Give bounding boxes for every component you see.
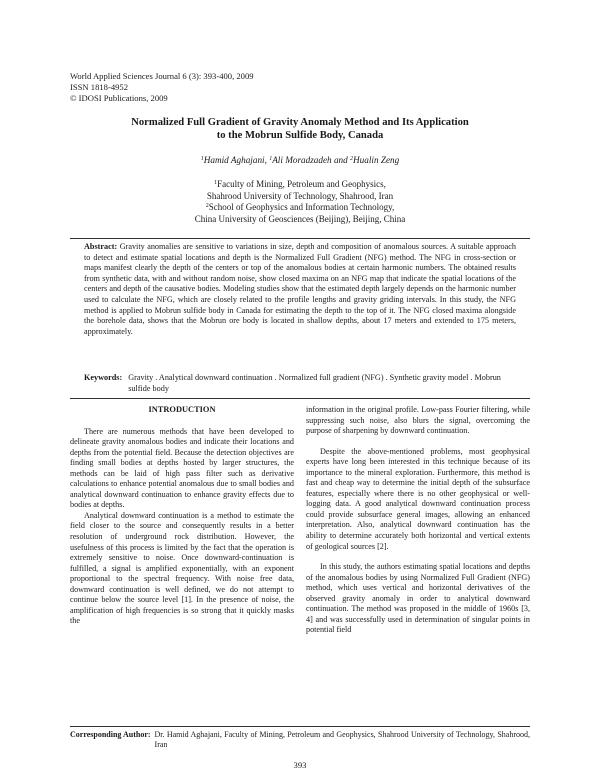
title-line-2: to the Mobrun Sulfide Body, Canada [216, 130, 384, 141]
author-2-affiliation-mark: 1 [269, 156, 273, 162]
author-separator-2: and [331, 155, 351, 165]
keywords-text: Gravity . Analytical downward continuation . Normalized full gradient (NFG) . Synthetic gravity model . Mobrun sulfide body [128, 373, 501, 393]
author-2: Ali Moradzadeh [272, 155, 332, 165]
paper-title [80, 116, 520, 142]
affiliations [80, 179, 520, 225]
abstract-text: Gravity anomalies are sensitive to variations in size, depth and composition of anomalous sources. A suitable approach to detect and estimate spatial locations and depth is the Normalized Full Gradient (NFG) method. The NFG in cross-section or maps manifest clearly the depth of the centers or top of the anomalous bodies at certain harmonic numbers. The obtained results from synthetic data, with and without random noise, show closed maxima on an NFG map that indicate the spatial locations of the centers and depth of the causative bodies. Modeling studies show that the estimated depth largely depends on the harmonic number used to calculate the NFG, which are closely related to the profile lengths and gravity griding intervals. In this study, the NFG method is applied to Mobrun sulfide body in Canada for estimating the depth to the top of it. The NFG closed maxima alongside the borehole data, shows that the Mobrun ore body is located in shallow depths, about 17 meters and extended to 175 meters, approximately. [84, 242, 516, 336]
journal-citation: World Applied Sciences Journal 6 (3): 393-400, 2009 [70, 71, 254, 81]
affiliation-1-line-1 [80, 179, 520, 191]
keywords [84, 373, 516, 394]
author-3-affiliation-mark: 2 [350, 156, 354, 162]
intro-paragraph-5: In this study, the authors estimating spatial locations and depths of the anomalous bodies by using Normalized Full Gradient (NFG) method, which uses vertical and horizontal derivatives of the observed gravity anomaly in order to analytical downward continuation. The method was proposed in the middle of 1960s [3, 4] and was successfully used in determination of singular points in potential field [306, 562, 530, 635]
journal-header [70, 71, 254, 105]
keywords-label: Keywords: [84, 373, 123, 382]
corresponding-author-text: Dr. Hamid Aghajani, Faculty of Mining, Petroleum and Geophysics, Shahrood University of Technology, Shahrood, Iran [154, 730, 530, 749]
intro-paragraph-3: information in the original profile. Low-pass Fourier filtering, while suppressing such noise, also blurs the signal, overcoming the purpose of sharpening by downward continuation. [306, 405, 530, 436]
affiliation-2-line-1 [80, 202, 520, 214]
affiliation-2-text: School of Geophysics and Information Technology, [208, 202, 395, 213]
journal-issn: ISSN 1818-4952 [70, 82, 129, 93]
author-list [80, 155, 520, 165]
affiliation-1-mark: 1 [214, 180, 218, 186]
corresponding-author [70, 730, 530, 750]
keywords-bottom-rule [70, 398, 530, 399]
abstract [84, 242, 516, 337]
abstract-top-rule [70, 238, 530, 239]
journal-copyright: © IDOSI Publications, 2009 [70, 93, 168, 104]
footnote-rule [70, 726, 530, 727]
author-1-affiliation-mark: 1 [200, 156, 204, 162]
page-number: 393 [293, 760, 307, 770]
left-column [70, 405, 294, 627]
affiliation-1-line-2: Shahrood University of Technology, Shahrood, Iran [206, 190, 394, 201]
intro-paragraph-4: Despite the above-mentioned problems, most geophysical experts have long been interested in this technique because of its importance to the mineral exploration. Furthermore, this method is fast and cheap way to determine the initial depth of the subsurface features, especially where there is no other geophysical or well-logging data. A good analytical downward continuation process could provide subsurface general images, allowing an enhanced interpretation. Also, analytical downward continuation has the ability to determine accurately both horizontal and vertical extents of geological sources [2]. [306, 446, 530, 551]
affiliation-2-line-2: China University of Geosciences (Beijing), Beijing, China [194, 213, 406, 224]
intro-paragraph-2: Analytical downward continuation is a method to estimate the field closer to the source and consequently results in a better resolution of underground rock distribution. However, the usefulness of this process is limited by the fact that the operation is extremely sensitive to noise. Once downward-continuation is fulfilled, a signal is amplified exponentially, with an exponent proportional to the spectral frequency. With noise free data, downward continuation is well defined, we do not attempt to continue below the source level [1]. In the presence of noise, the amplification of high frequencies is so strong that it quickly masks the [70, 510, 294, 626]
author-1: Hamid Aghajani [203, 155, 265, 165]
corresponding-author-label: Corresponding Author: [70, 730, 151, 739]
section-heading-introduction: INTRODUCTION [148, 405, 216, 414]
right-column [306, 405, 530, 636]
intro-paragraph-1: There are numerous methods that have been developed to delineate gravity anomalous bodies and indicate their locations and depths from the potential field. Because the detection objectives are finding small bodies at depths hosted by larger structures, the methods can be laid of high pass filter such as derivative calculations to enhance potential anomalous due to small bodies and analytical downward continuation to enhance gravity effects due to bodies at depths. [70, 426, 294, 510]
author-separator-1: , [264, 155, 270, 165]
author-3: Hualin Zeng [353, 155, 400, 165]
abstract-label: Abstract: [84, 242, 118, 251]
title-line-1: Normalized Full Gradient of Gravity Anomaly Method and Its Application [131, 117, 469, 128]
affiliation-1-text: Faculty of Mining, Petroleum and Geophysics, [217, 179, 386, 189]
affiliation-2-mark: 2 [205, 203, 209, 210]
